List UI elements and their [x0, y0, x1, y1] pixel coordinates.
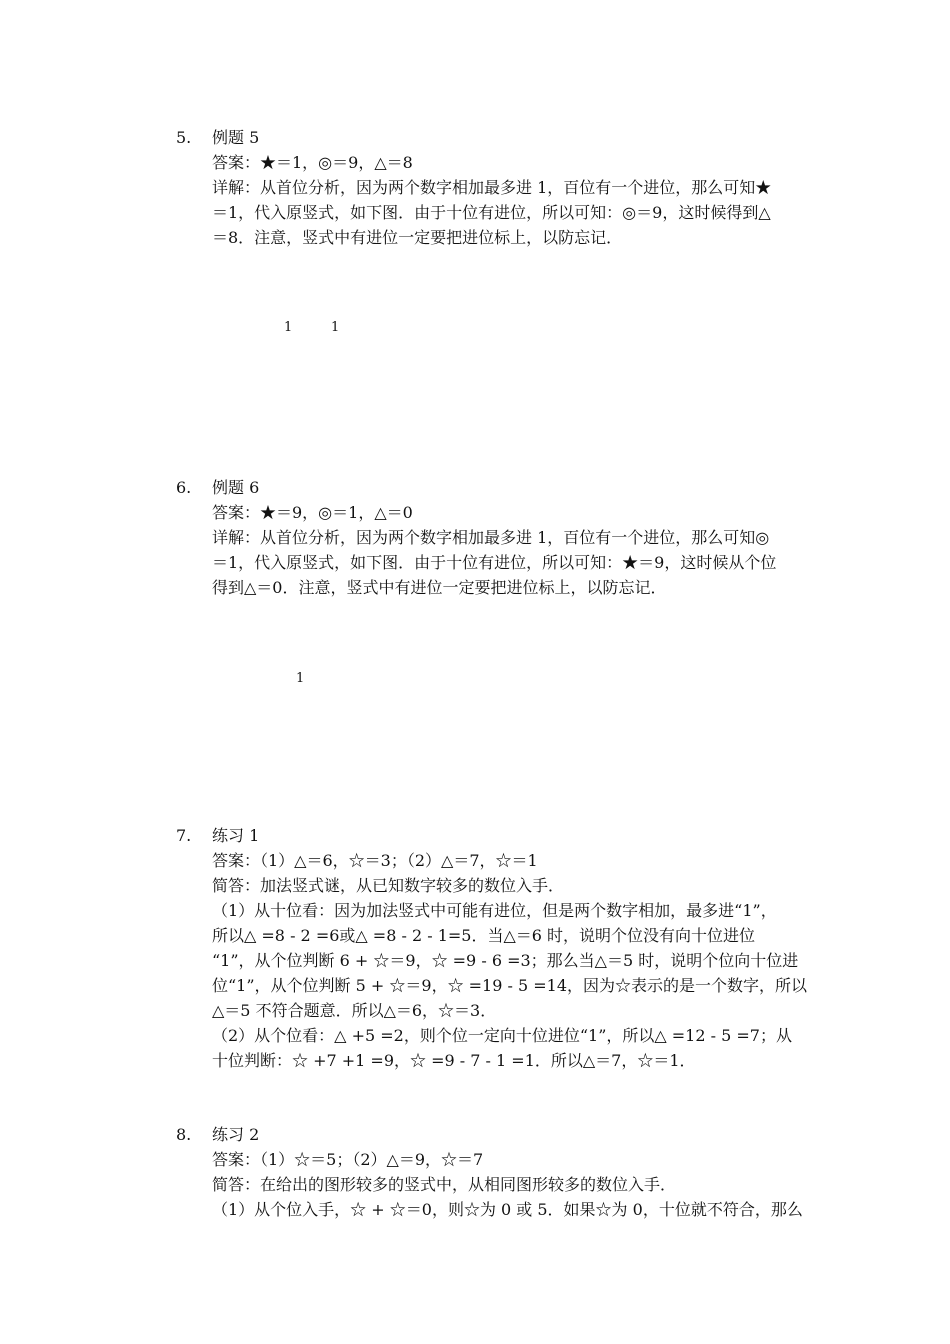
item-8-brief: 简答：在给出的图形较多的竖式中，从相同图形较多的数位入手．	[212, 1175, 677, 1194]
item-7-solution-line: 位“1”，从个位判断 5 + ☆＝9，☆ =19 - 5 =14，因为☆表示的是一个数字，所以	[212, 976, 808, 995]
item-6-number: 6.	[176, 478, 192, 497]
item-5-explanation-line: 详解：从首位分析，因为两个数字相加最多进 1，百位有一个进位，那么可知★	[212, 178, 772, 197]
item-7-solution-line: 十位判断：☆ +7 +1 =9，☆ =9 - 7 - 1 =1．所以△＝7，☆＝1．	[212, 1051, 696, 1070]
item-7-solution-line: （1）从十位看：因为加法竖式中可能有进位，但是两个数字相加，最多进“1”，	[212, 901, 777, 920]
item-7-title: 练习 1	[212, 826, 260, 845]
item-7-answer: 答案：（1）△＝6，☆＝3；（2）△＝7，☆＝1	[212, 851, 538, 870]
item-6-carry-digit: 1	[296, 671, 305, 686]
item-7-solution-line: △＝5 不符合题意．所以△＝6，☆＝3．	[212, 1001, 497, 1020]
item-8-title: 练习 2	[212, 1125, 260, 1144]
item-8-solution-line: （1）从个位入手，☆ + ☆＝0，则☆为 0 或 5．如果☆为 0，十位就不符合，那么	[212, 1200, 803, 1219]
item-6-title: 例题 6	[212, 478, 260, 497]
item-7-brief: 简答：加法竖式谜，从已知数字较多的数位入手．	[212, 876, 565, 895]
item-7-solution-line: （2）从个位看：△ +5 =2，则个位一定向十位进位“1”，所以△ =12 - 5 =7；从	[212, 1026, 792, 1045]
item-6-explanation-line: ＝1，代入原竖式，如下图．由于十位有进位，所以可知：★＝9，这时候从个位	[212, 553, 777, 572]
item-8-number: 8.	[176, 1125, 192, 1144]
item-6-explanation-line: 得到△＝0．注意，竖式中有进位一定要把进位标上，以防忘记．	[212, 578, 667, 597]
item-5-answer: 答案：★＝1，◎＝9，△＝8	[212, 153, 413, 172]
item-7-solution-line: “1”，从个位判断 6 + ☆＝9，☆ =9 - 6 =3；那么当△＝5 时，说明个位向十位进	[212, 951, 799, 970]
item-5-carry-digit: 1	[284, 320, 293, 335]
item-7-number: 7.	[176, 826, 192, 845]
item-5-carry-digit: 1	[331, 320, 340, 335]
item-7-solution-line: 所以△ =8 - 2 =6或△ =8 - 2 - 1=5．当△＝6 时，说明个位没有向十位进位	[212, 926, 756, 945]
item-5-title: 例题 5	[212, 128, 260, 147]
item-6-explanation-line: 详解：从首位分析，因为两个数字相加最多进 1，百位有一个进位，那么可知◎	[212, 528, 770, 547]
item-8-answer: 答案：（1）☆＝5；（2）△＝9，☆＝7	[212, 1150, 484, 1169]
item-6-answer: 答案：★＝9，◎＝1，△＝0	[212, 503, 413, 522]
item-5-explanation-line: ＝1，代入原竖式，如下图．由于十位有进位，所以可知：◎＝9，这时候得到△	[212, 203, 771, 222]
item-5-explanation-line: ＝8．注意，竖式中有进位一定要把进位标上，以防忘记．	[212, 228, 623, 247]
item-5-number: 5.	[176, 128, 192, 147]
